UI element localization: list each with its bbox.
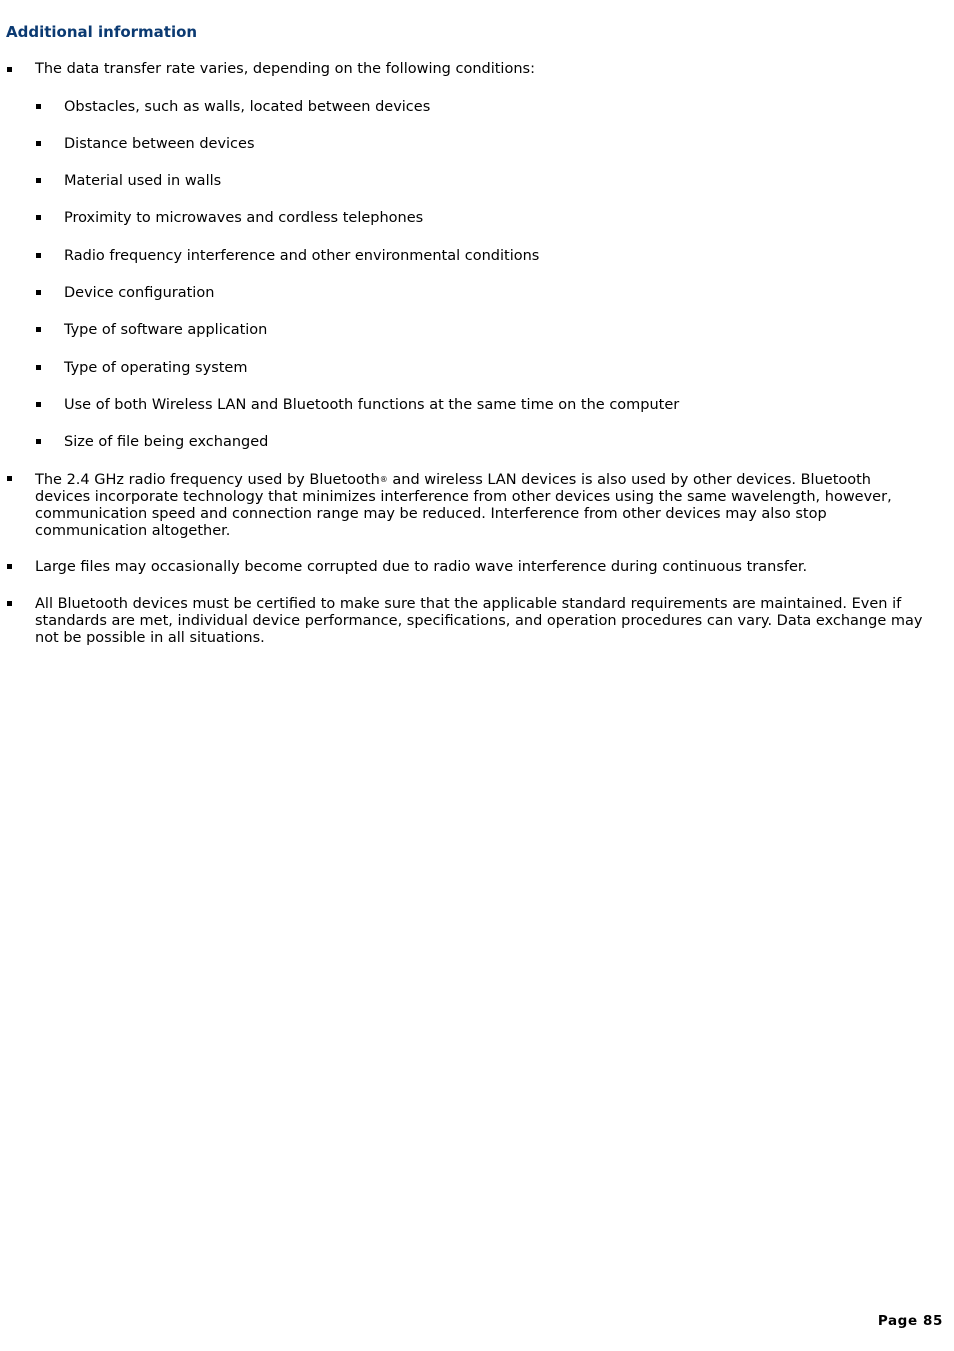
square-bullet-icon [36, 290, 41, 295]
frequency-text-rest: and wireless LAN devices is also used by other devices. Bluetooth devices incorporate technology that minimizes interference from other devices using the same wavelength, however, communication speed and connection range may be reduced. Interference from other devices may also stop communication altogether. [35, 472, 892, 539]
square-bullet-icon [7, 564, 12, 569]
square-bullet-icon [36, 178, 41, 183]
list-item-condition: Material used in walls [64, 173, 222, 189]
page-number: Page 85 [877, 1313, 943, 1329]
square-bullet-icon [36, 365, 41, 370]
list-item-condition: Size of file being exchanged [64, 434, 269, 450]
list-item-large-files: Large files may occasionally become corrupted due to radio wave interference during continuous transfer. [35, 559, 808, 575]
square-bullet-icon [7, 601, 12, 606]
registered-mark: ® [379, 475, 388, 484]
list-item-radio-frequency [35, 471, 940, 540]
section-heading: Additional information [6, 23, 198, 41]
square-bullet-icon [7, 476, 12, 481]
list-item-certification: All Bluetooth devices must be certified to make sure that the applicable standard requirements are maintained. Even if standards are met, individual device performance, specifications, and operation procedures can vary. Data exchange may not be possible in all situations. [35, 596, 923, 646]
square-bullet-icon [36, 253, 41, 258]
list-item-condition: Type of software application [64, 322, 268, 338]
list-item-condition: Proximity to microwaves and cordless telephones [64, 210, 424, 226]
list-item-condition: Type of operating system [64, 360, 248, 376]
square-bullet-icon [36, 215, 41, 220]
list-item-condition: Use of both Wireless LAN and Bluetooth functions at the same time on the computer [64, 397, 680, 413]
list-item-transfer-rate: The data transfer rate varies, depending on the following conditions: [35, 61, 535, 77]
square-bullet-icon [36, 327, 41, 332]
square-bullet-icon [36, 104, 41, 109]
list-item-condition: Obstacles, such as walls, located between devices [64, 99, 431, 115]
list-item-condition: Radio frequency interference and other environmental conditions [64, 248, 540, 264]
list-item-condition: Distance between devices [64, 136, 255, 152]
square-bullet-icon [7, 67, 12, 72]
square-bullet-icon [36, 402, 41, 407]
list-item-condition: Device configuration [64, 285, 215, 301]
frequency-text-start: The 2.4 GHz radio frequency used by Bluetooth [35, 472, 380, 488]
square-bullet-icon [36, 439, 41, 444]
square-bullet-icon [36, 141, 41, 146]
